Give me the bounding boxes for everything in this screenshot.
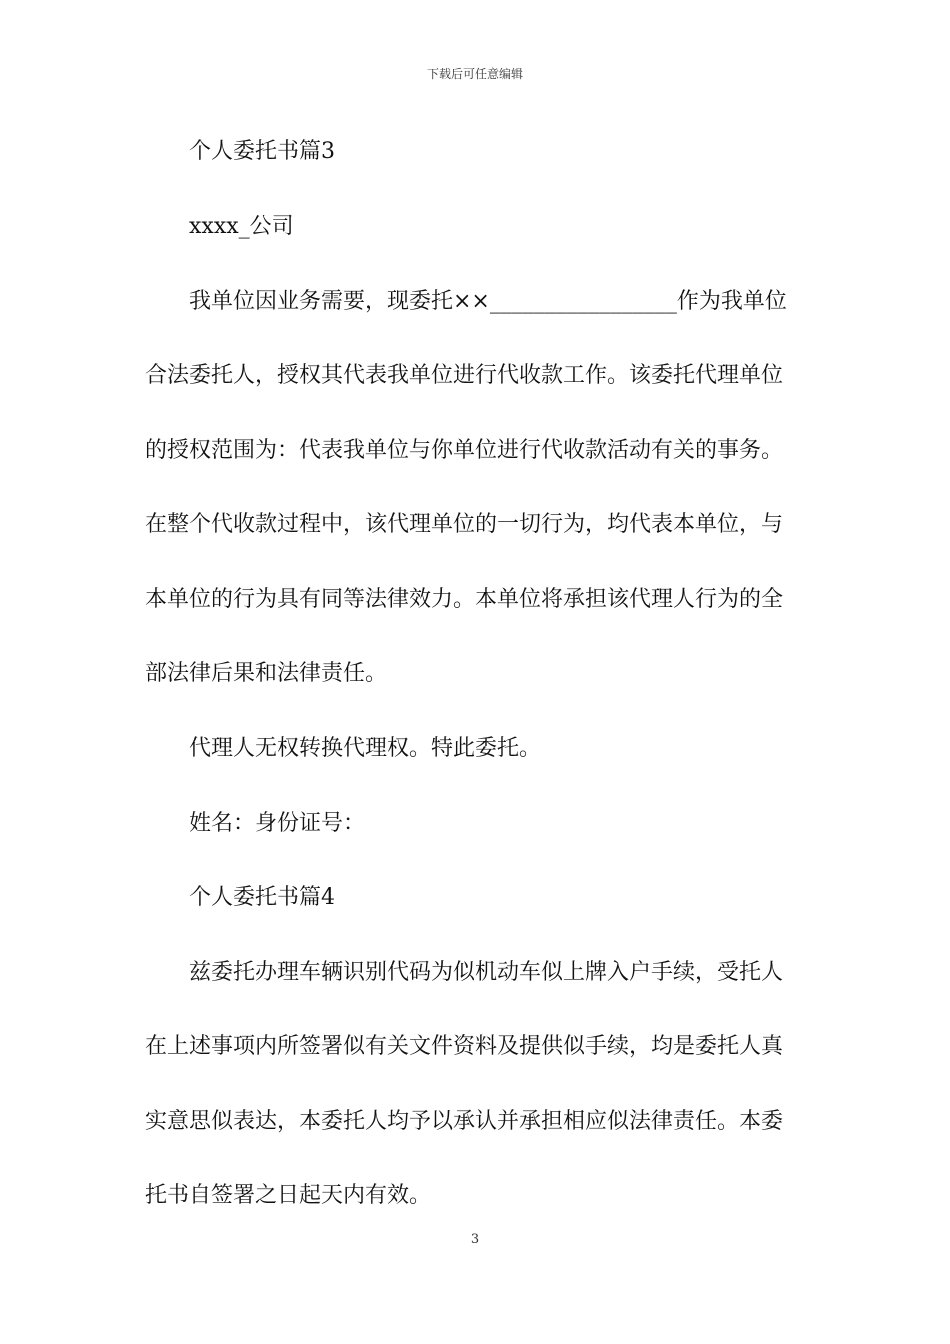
page-header-note: 下载后可任意编辑 (426, 67, 523, 81)
paragraph-line: 部法律后果和法律责任。 (145, 661, 388, 686)
paragraph-line: 我单位因业务需要，现委托××_________________作为我单位 (189, 289, 787, 314)
paragraph-line: 的授权范围为：代表我单位与你单位进行代收款活动有关的事务。 (145, 438, 784, 463)
paragraph-line: 本单位的行为具有同等法律效力。本单位将承担该代理人行为的全 (145, 587, 784, 612)
paragraph-line: 合法委托人，授权其代表我单位进行代收款工作。该委托代理单位 (145, 363, 784, 388)
paragraph-line: 托书自签署之日起天内有效。 (145, 1183, 432, 1208)
section-title: 个人委托书篇3 (189, 139, 335, 164)
addressee: xxxx_公司 (189, 214, 294, 239)
paragraph-line: 实意思似表达，本委托人均予以承认并承担相应似法律责任。本委 (145, 1109, 784, 1134)
page-number: 3 (470, 1232, 480, 1247)
section-title: 个人委托书篇4 (189, 885, 335, 910)
paragraph-line: 兹委托办理车辆识别代码为似机动车似上牌入户手续，受托人 (189, 960, 784, 985)
signature-fields: 姓名：身份证号： (189, 811, 366, 836)
paragraph-line: 在整个代收款过程中，该代理单位的一切行为，均代表本单位，与 (145, 512, 784, 537)
paragraph-line: 在上述事项内所签署似有关文件资料及提供似手续，均是委托人真 (145, 1034, 784, 1059)
paragraph-line: 代理人无权转换代理权。特此委托。 (189, 736, 542, 761)
